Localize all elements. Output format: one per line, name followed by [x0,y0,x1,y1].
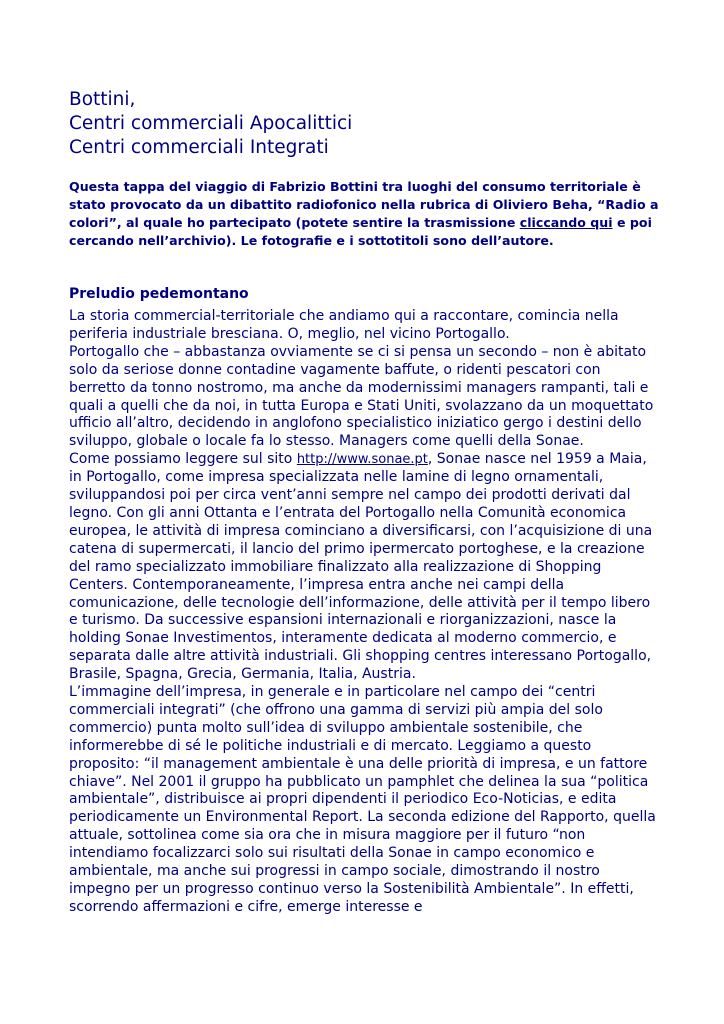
document-page [69,88,659,917]
section-heading: Preludio pedemontano [69,286,249,302]
paragraph-4: L’immagine dell’impresa, in generale e in particolare nel campo dei “centri commerciali integrati” (che offrono una gamma di servizi più ampia del solo commercio) punta molto sull’idea di sviluppo ambientale sostenibile, che informerebbe di sé le politiche industriali e di mercato. Leggiamo a questo proposito: “il management ambientale è una delle priorità di impresa, e un fattore chiave”. Nel 2001 il gruppo ha pubblicato un pamphlet che delinea la sua “politica ambientale”, distribuisce ai propri dipendenti il periodico Eco-Noticias, e edita periodicamente un Environmental Report. La seconda edizione del Rapporto, quella attuale, sottolinea come sia ora che in misura maggiore per il futuro “non intendiamo focalizzarci solo sui risultati della Sonae in campo economico e ambientale, ma anche sui progressi in campo sociale, dimostrando il nostro impegno per un progresso continuo verso la Sostenibilità Ambientale”. In effetti, scorrendo affermazioni e cifre, emerge interesse e [69,684,656,915]
title-line-apocalittici: Centri commerciali Apocalittici [69,113,353,134]
intro-text-after-link: e poi cercando nell’archivio). Le fotografie e i sottotitoli sono dell’autore. [69,215,652,248]
intro-paragraph [69,178,659,250]
paragraph-3-intro: Come possiamo leggere sul sito [69,451,297,468]
paragraph-3 [69,451,659,684]
intro-text-before-link: Questa tappa del viaggio di Fabrizio Bottini tra luoghi del consumo territoriale è stato provocato da un dibattito radiofonico nella rubrica di Oliviero Beha, “Radio a colori”, al quale ho partecipato (potete sentire la trasmissione [69,179,659,230]
title-line-author: Bottini, [69,89,136,110]
paragraph-2: Portogallo che – abbastanza ovviamente se ci si pensa un secondo – non è abitato solo da seriose donne contadine vagamente baffute, o ridenti pescatori con berretto da tonno nostromo, ma anche da modernissimi managers rampanti, tali e quali a quelli che da noi, in tutta Europa e Stati Uniti, svolazzano da un moquettato ufficio all’altro, decidendo in anglofono specialistico iniziatico gergo i destini dello sviluppo, globale o locale fa lo stesso. Managers come quelli della Sonae. [69,343,654,450]
paragraph-1: La storia commercial-territoriale che andiamo qui a raccontare, comincia nella periferia industriale bresciana. O, meglio, nel vicino Portogallo. [69,308,619,342]
title-line-integrati: Centri commerciali Integrati [69,137,329,158]
cliccando-qui-link[interactable]: cliccando qui [519,215,613,230]
sonae-url-link[interactable]: http://www.sonae.pt [296,452,428,468]
document-title [69,88,659,160]
paragraph-3-body: , Sonae nasce nel 1959 a Maia, in Portogallo, come impresa specializzata nelle lamine di legno ornamentali, sviluppandosi poi per circa vent’anni sempre nel campo dei prodotti derivati dal legno. Con gli anni Ottanta e l’entrata del Portogallo nella Comunità economica europea, le attività di impresa cominciano a diversificarsi, con l’acquisizione di una catena di supermercati, il lancio del primo ipermercato portoghese, e la creazione del ramo specializzato immobiliare finalizzato alla realizzazione di Shopping Centers. Contemporaneamente, l’impresa entra anche nei campi della comunicazione, delle tecnologie dell’informazione, delle attività per il tempo libero e turismo. Da successive espansioni internazionali e riorganizzazioni, nasce la holding Sonae Investimentos, interamente dedicata al moderno commercio, e separata dalle altre attività industriali. Gli shopping centres interessano Portogallo, Brasile, Spagna, Grecia, Germania, Italia, Austria. [69,451,653,683]
body-text [69,308,659,917]
